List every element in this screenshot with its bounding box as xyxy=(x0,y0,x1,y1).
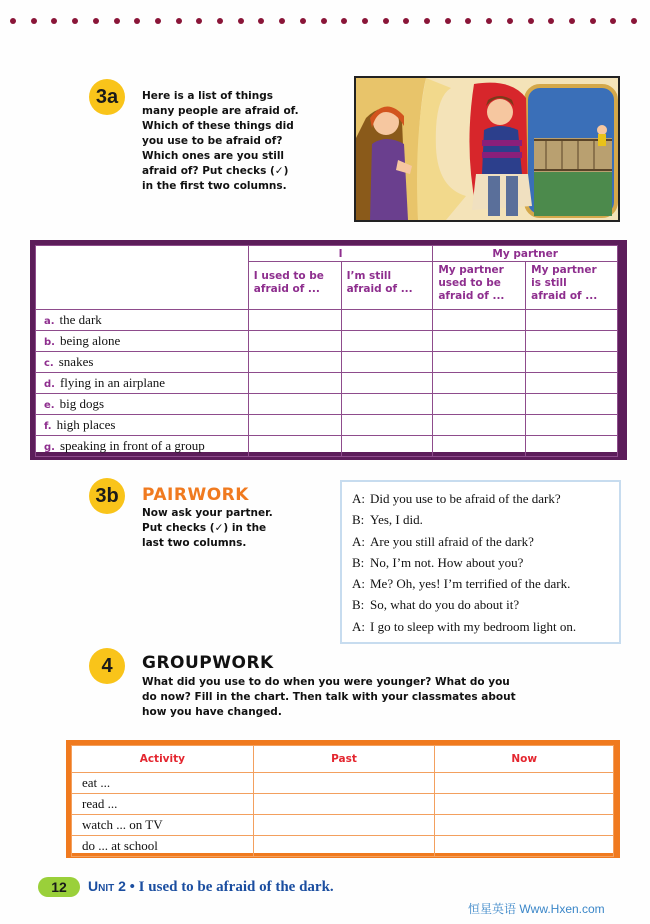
instruction-line: Which of these things did xyxy=(142,120,294,132)
decorative-dot xyxy=(279,18,285,24)
decorative-dot xyxy=(217,18,223,24)
watermark: 恒星英语 Www.Hxen.com xyxy=(468,902,605,916)
table-row xyxy=(36,331,618,352)
bullet: • xyxy=(129,879,135,895)
row-letter: d. xyxy=(44,379,55,390)
dialog-text: Yes, I did. xyxy=(370,512,423,528)
header-line: afraid of ... xyxy=(253,283,320,295)
decorative-dot xyxy=(114,18,120,24)
table-row xyxy=(36,394,618,415)
dialog-line xyxy=(352,509,619,530)
checkbox-cell[interactable] xyxy=(341,331,433,352)
row-label xyxy=(36,373,249,394)
unit-lesson-title: I used to be afraid of the dark. xyxy=(138,879,334,895)
checkbox-cell[interactable] xyxy=(248,373,341,394)
speaker-label: A: xyxy=(352,491,365,506)
checkbox-cell[interactable] xyxy=(433,352,526,373)
checkbox-cell[interactable] xyxy=(433,415,526,436)
dialog-text: Me? Oh, yes! I’m terrified of the dark. xyxy=(370,576,571,592)
table-row xyxy=(36,310,618,331)
row-label xyxy=(36,310,249,331)
header-line: afraid of ... xyxy=(346,283,413,295)
header-line: used to be xyxy=(438,277,501,289)
speaker-label: A: xyxy=(352,533,365,549)
decorative-dot xyxy=(610,18,616,24)
checkbox-cell[interactable] xyxy=(526,394,618,415)
row-letter: c. xyxy=(44,358,54,369)
header-line: afraid of ... xyxy=(438,290,505,302)
instruction-line: you use to be afraid of? xyxy=(142,135,283,147)
instruction-line: how you have changed. xyxy=(142,706,282,718)
column-header-partner-used-to xyxy=(433,262,526,310)
pairwork-dialog-box xyxy=(340,480,621,644)
now-input-cell[interactable] xyxy=(435,815,614,836)
table-row xyxy=(72,794,614,815)
row-label xyxy=(36,331,249,352)
checkbox-cell[interactable] xyxy=(341,415,433,436)
row-text: big dogs xyxy=(59,396,105,411)
speaker-label: B: xyxy=(352,554,365,570)
table-row xyxy=(36,352,618,373)
now-input-cell[interactable] xyxy=(435,794,614,815)
instruction-line: afraid of? Put checks (✓) xyxy=(142,165,289,177)
exercise-3a-instructions xyxy=(142,89,348,194)
decorative-dot xyxy=(403,18,409,24)
column-header-i-used-to xyxy=(248,262,341,310)
decorative-dot-border xyxy=(0,10,650,32)
column-group-i: I xyxy=(248,246,433,262)
row-label xyxy=(36,352,249,373)
checkbox-cell[interactable] xyxy=(248,415,341,436)
decorative-dot xyxy=(383,18,389,24)
row-text: flying in an airplane xyxy=(59,375,166,390)
checkbox-cell[interactable] xyxy=(526,436,618,457)
fears-table xyxy=(30,240,627,460)
dialog-text: I go to sleep with my bedroom light on. xyxy=(370,618,577,634)
decorative-dot xyxy=(10,18,16,24)
decorative-dot xyxy=(362,18,368,24)
table-row xyxy=(36,436,618,457)
checkbox-cell[interactable] xyxy=(341,352,433,373)
dialog-text: Did you use to be afraid of the dark? xyxy=(370,491,561,506)
exercise-badge-4 xyxy=(89,648,125,684)
row-letter: g. xyxy=(44,442,55,453)
speaker-label: B: xyxy=(352,512,365,528)
table-row xyxy=(36,373,618,394)
activity-cell: eat ... xyxy=(72,773,254,794)
table-row xyxy=(72,773,614,794)
page-number: 12 xyxy=(51,879,67,895)
activity-chart xyxy=(66,740,620,858)
decorative-dot xyxy=(72,18,78,24)
badge-label: 4 xyxy=(101,654,113,677)
groupwork-title: GROUPWORK xyxy=(142,653,274,673)
header-line: My partner xyxy=(438,264,504,276)
checkbox-cell[interactable] xyxy=(526,352,618,373)
badge-label: 3b xyxy=(95,484,119,507)
decorative-dot xyxy=(341,18,347,24)
column-header-i-still xyxy=(341,262,433,310)
decorative-dot xyxy=(631,18,637,24)
row-letter: e. xyxy=(44,400,55,411)
header-line: is still xyxy=(531,277,567,289)
dialog-text: Are you still afraid of the dark? xyxy=(370,533,534,549)
checkbox-cell[interactable] xyxy=(433,310,526,331)
row-text: snakes xyxy=(58,354,94,369)
past-input-cell[interactable] xyxy=(253,815,435,836)
activity-cell: read ... xyxy=(72,794,254,815)
now-input-cell[interactable] xyxy=(435,836,614,857)
table-row xyxy=(72,815,614,836)
dialog-line xyxy=(352,552,619,573)
checkbox-cell[interactable] xyxy=(433,394,526,415)
decorative-dot xyxy=(258,18,264,24)
decorative-dot xyxy=(321,18,327,24)
past-input-cell[interactable] xyxy=(253,773,435,794)
header-line: I’m still xyxy=(346,270,392,282)
row-text: being alone xyxy=(59,333,121,348)
column-group-my-partner: My partner xyxy=(433,246,618,262)
pairwork-title: PAIRWORK xyxy=(142,485,249,505)
checkbox-cell[interactable] xyxy=(248,394,341,415)
blank-corner-cell xyxy=(36,246,249,310)
decorative-dot xyxy=(300,18,306,24)
decorative-dot xyxy=(93,18,99,24)
table-row xyxy=(36,415,618,436)
speaker-label: A: xyxy=(352,576,365,592)
decorative-dot xyxy=(486,18,492,24)
instruction-line: What did you use to do when you were younger? What do you xyxy=(142,676,510,688)
checkbox-cell[interactable] xyxy=(341,394,433,415)
checkbox-cell[interactable] xyxy=(341,373,433,394)
checkbox-cell[interactable] xyxy=(248,436,341,457)
checkbox-cell[interactable] xyxy=(433,331,526,352)
dialog-line xyxy=(352,573,619,594)
instruction-line: last two columns. xyxy=(142,537,247,549)
row-text: the dark xyxy=(59,312,102,327)
speaker-label: B: xyxy=(352,597,365,613)
instruction-line: do now? Fill in the chart. Then talk with your classmates about xyxy=(142,691,516,703)
checkbox-cell[interactable] xyxy=(526,310,618,331)
dialog-text: So, what do you do about it? xyxy=(370,597,520,613)
exercise-badge-3b xyxy=(89,478,125,514)
decorative-dot xyxy=(445,18,451,24)
row-label xyxy=(36,436,249,457)
checkbox-cell[interactable] xyxy=(433,373,526,394)
checkbox-cell[interactable] xyxy=(341,436,433,457)
exercise-4-instructions xyxy=(142,675,622,720)
column-header-partner-still xyxy=(526,262,618,310)
exercise-3b-instructions xyxy=(142,506,322,551)
dialog-text: No, I’m not. How about you? xyxy=(370,554,524,570)
speaker-label: A: xyxy=(352,618,365,634)
decorative-dot xyxy=(196,18,202,24)
row-label xyxy=(36,415,249,436)
dialog-line xyxy=(352,488,619,509)
decorative-dot xyxy=(528,18,534,24)
checkbox-cell[interactable] xyxy=(433,436,526,457)
decorative-dot xyxy=(548,18,554,24)
decorative-dot xyxy=(238,18,244,24)
past-input-cell[interactable] xyxy=(253,794,435,815)
activity-cell: watch ... on TV xyxy=(72,815,254,836)
page-number-badge xyxy=(38,877,80,897)
column-header-now: Now xyxy=(435,746,614,773)
table-row xyxy=(72,836,614,857)
instruction-line: many people are afraid of. xyxy=(142,105,299,117)
dialog-line xyxy=(352,594,619,615)
row-letter: f. xyxy=(44,421,52,432)
header-line: I used to be xyxy=(253,270,324,282)
checkbox-cell[interactable] xyxy=(526,415,618,436)
badge-label: 3a xyxy=(95,85,119,108)
unit-title xyxy=(88,878,334,896)
instruction-line: in the first two columns. xyxy=(142,180,287,192)
decorative-dot xyxy=(134,18,140,24)
unit-label: Unit 2 xyxy=(88,878,126,894)
row-label xyxy=(36,394,249,415)
comic-airplane-illustration xyxy=(354,76,620,222)
decorative-dot xyxy=(51,18,57,24)
instruction-line: Now ask your partner. xyxy=(142,507,273,519)
decorative-dot xyxy=(155,18,161,24)
instruction-line: Put checks (✓) in the xyxy=(142,522,267,534)
activity-cell: do ... at school xyxy=(72,836,254,857)
row-text: speaking in front of a group xyxy=(59,438,205,453)
past-input-cell[interactable] xyxy=(253,836,435,857)
row-letter: b. xyxy=(44,337,55,348)
checkbox-cell[interactable] xyxy=(526,331,618,352)
checkbox-cell[interactable] xyxy=(248,310,341,331)
dialog-line xyxy=(352,531,619,552)
instruction-line: Here is a list of things xyxy=(142,90,274,102)
exercise-badge-3a xyxy=(89,79,125,115)
header-line: My partner xyxy=(531,264,597,276)
row-letter: a. xyxy=(44,316,55,327)
decorative-dot xyxy=(465,18,471,24)
instruction-line: Which ones are you still xyxy=(142,150,285,162)
decorative-dot xyxy=(507,18,513,24)
checkbox-cell[interactable] xyxy=(248,331,341,352)
decorative-dot xyxy=(424,18,430,24)
decorative-dot xyxy=(31,18,37,24)
checkbox-cell[interactable] xyxy=(248,352,341,373)
checkbox-cell[interactable] xyxy=(526,373,618,394)
decorative-dot xyxy=(569,18,575,24)
now-input-cell[interactable] xyxy=(435,773,614,794)
decorative-dot xyxy=(590,18,596,24)
decorative-dot xyxy=(176,18,182,24)
dialog-line xyxy=(352,616,619,637)
row-text: high places xyxy=(56,417,116,432)
column-header-past: Past xyxy=(253,746,435,773)
checkbox-cell[interactable] xyxy=(341,310,433,331)
header-line: afraid of ... xyxy=(531,290,598,302)
column-header-activity: Activity xyxy=(72,746,254,773)
